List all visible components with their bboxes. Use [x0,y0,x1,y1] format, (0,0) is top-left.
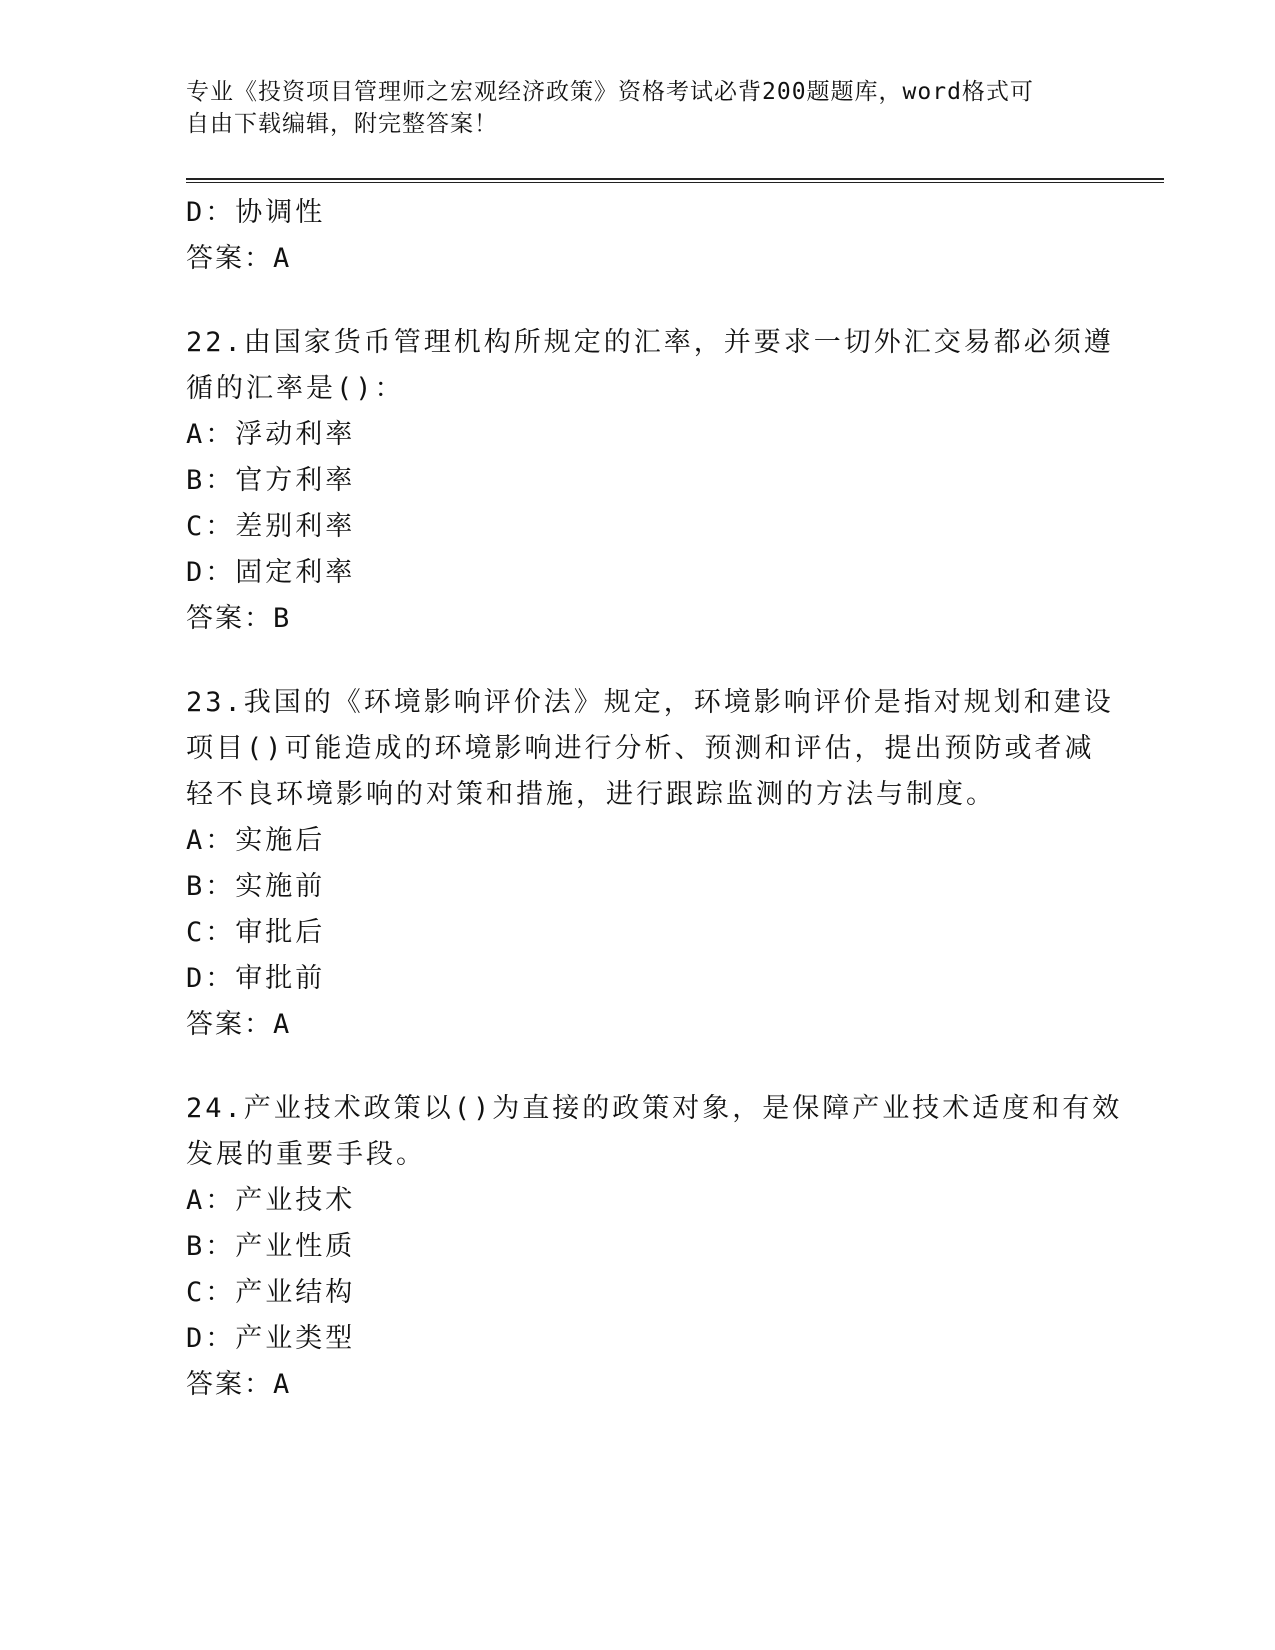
option-a: A：产业技术 [186,1185,356,1216]
answer-line: 答案：B [186,603,292,634]
option-d: D：产业类型 [186,1323,356,1354]
stem-line: 24.产业技术政策以()为直接的政策对象，是保障产业技术适度和有效 [186,1093,1123,1124]
header-divider-thin [186,182,1164,183]
option-b: B：产业性质 [186,1231,356,1262]
stem-line: 发展的重要手段。 [186,1139,426,1170]
question-23 [186,680,1146,1048]
document-header [186,76,1086,140]
header-title-line-1: 专业《投资项目管理师之宏观经济政策》资格考试必背200题题库，word格式可 [186,79,1034,105]
header-divider [186,178,1164,184]
option-c: C：产业结构 [186,1277,356,1308]
stem-line: 22.由国家货币管理机构所规定的汇率，并要求一切外汇交易都必须遵 [186,327,1114,358]
question-stem [186,1086,1123,1178]
option-b: B：官方利率 [186,465,356,496]
stem-line: 循的汇率是()： [186,373,405,404]
previous-question-tail [186,190,1146,282]
question-22 [186,320,1146,642]
option-d: D：固定利率 [186,557,356,588]
answer-line: 答案：A [186,243,292,274]
option-c: C：审批后 [186,917,326,948]
answer-line: 答案：A [186,1369,292,1400]
question-stem [186,680,1114,818]
answer-line: 答案：A [186,1009,292,1040]
option-a: A：浮动利率 [186,419,356,450]
stem-line: 23.我国的《环境影响评价法》规定，环境影响评价是指对规划和建设 [186,687,1114,718]
option-c: C：差别利率 [186,511,356,542]
question-stem [186,320,1114,412]
header-divider-thick [186,178,1164,180]
document-page [186,0,1166,1650]
option-d: D：协调性 [186,197,326,228]
option-d: D：审批前 [186,963,326,994]
stem-line: 轻不良环境影响的对策和措施，进行跟踪监测的方法与制度。 [186,779,996,810]
stem-line: 项目()可能造成的环境影响进行分析、预测和评估，提出预防或者减 [186,733,1095,764]
option-b: B：实施前 [186,871,326,902]
question-content [186,190,1146,1408]
header-title-line-2: 自由下载编辑，附完整答案！ [186,111,498,137]
question-24 [186,1086,1146,1408]
option-a: A：实施后 [186,825,326,856]
